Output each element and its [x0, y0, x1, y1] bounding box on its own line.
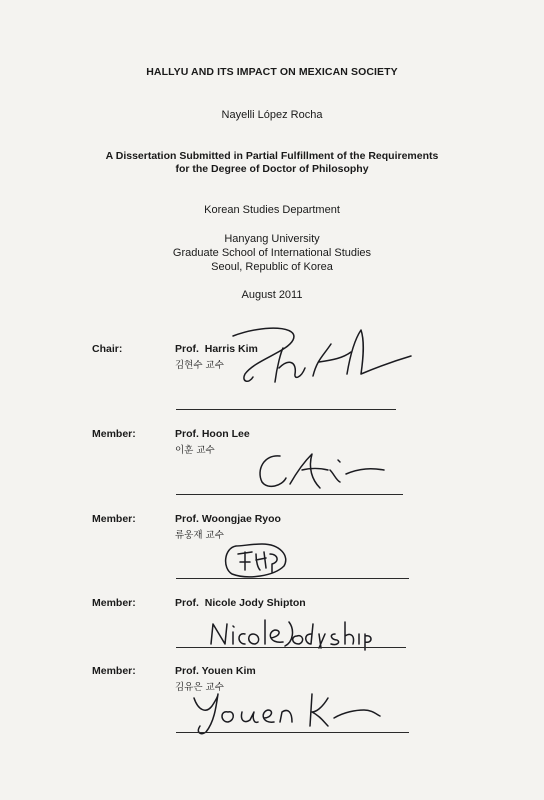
committee-member-korean-name: 김유은 교수: [175, 682, 224, 693]
member-1-signature: [250, 440, 400, 498]
member-4-signature-line: [176, 732, 409, 733]
graduate-school-name: Graduate School of International Studies: [172, 247, 372, 259]
dissertation-statement-line-2: for the Degree of Doctor of Philosophy: [175, 163, 369, 175]
chair-signature: [215, 322, 415, 392]
member-4-signature: [188, 688, 388, 738]
committee-role: Member:: [92, 513, 136, 525]
author-name: Nayelli López Rocha: [221, 109, 323, 121]
committee-member-name: Prof. Nicole Jody Shipton: [175, 597, 306, 609]
committee-member-name: Prof. Hoon Lee: [175, 428, 250, 440]
university-name: Hanyang University: [224, 233, 320, 245]
committee-member-name: Prof. Woongjae Ryoo: [175, 513, 281, 525]
committee-role: Member:: [92, 428, 136, 440]
member-2-signature-seal: [218, 540, 298, 580]
committee-role: Member:: [92, 665, 136, 677]
member-2-signature-line: [176, 578, 409, 579]
dissertation-statement: [0, 150, 544, 176]
location: Seoul, Republic of Korea: [211, 261, 333, 273]
dissertation-statement-line-1: A Dissertation Submitted in Partial Fulfillment of the Requirements: [105, 150, 439, 162]
department: Korean Studies Department: [204, 204, 340, 216]
member-3-signature-line: [176, 647, 406, 648]
member-1-signature-line: [176, 494, 403, 495]
committee-member-korean-name: 이훈 교수: [175, 445, 215, 456]
committee-member-korean-name: 류웅재 교수: [175, 530, 224, 541]
committee-role: Member:: [92, 597, 136, 609]
committee-member-korean-name: 김현수 교수: [175, 360, 224, 371]
submission-date: August 2011: [241, 289, 303, 301]
document-title: HALLYU AND ITS IMPACT ON MEXICAN SOCIETY: [146, 66, 398, 78]
committee-member-name: Prof. Youen Kim: [175, 665, 256, 677]
committee-role: Chair:: [92, 343, 123, 355]
committee-member-name: Prof. Harris Kim: [175, 343, 258, 355]
institution-block: [0, 232, 544, 274]
chair-signature-line: [176, 409, 396, 410]
